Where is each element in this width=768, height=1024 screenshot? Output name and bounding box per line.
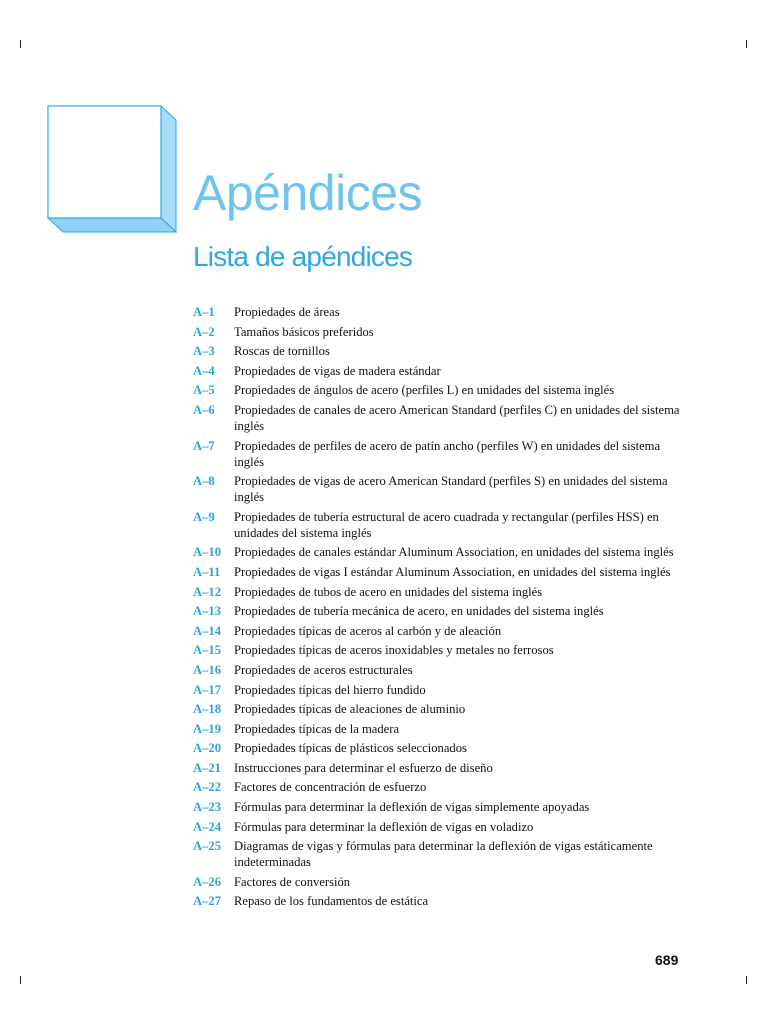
appendix-title: Propiedades típicas del hierro fundido bbox=[234, 682, 426, 697]
page-number: 689 bbox=[655, 952, 679, 968]
appendix-code: A–5 bbox=[193, 383, 215, 398]
crop-mark-bottom-left bbox=[20, 976, 21, 984]
appendix-code: A–19 bbox=[193, 721, 221, 736]
appendix-item bbox=[193, 874, 683, 890]
appendix-item bbox=[193, 760, 683, 776]
appendix-item bbox=[193, 473, 683, 505]
appendix-item bbox=[193, 799, 683, 815]
appendix-code: A–20 bbox=[193, 741, 221, 756]
appendix-code: A–26 bbox=[193, 874, 221, 889]
appendix-title: Diagramas de vigas y fórmulas para determinar la deflexión de vigas estáticamente indeterminadas bbox=[234, 839, 653, 870]
appendix-item bbox=[193, 438, 683, 470]
appendix-title: Propiedades típicas de aceros inoxidables y metales no ferrosos bbox=[234, 643, 554, 658]
appendix-item bbox=[193, 721, 683, 737]
crop-mark-top-right bbox=[746, 40, 747, 48]
appendix-code: A–18 bbox=[193, 702, 221, 717]
appendix-item bbox=[193, 509, 683, 541]
appendix-code: A–11 bbox=[193, 564, 221, 579]
appendix-title: Propiedades de vigas de madera estándar bbox=[234, 363, 441, 378]
appendix-title: Propiedades de tubos de acero en unidades del sistema inglés bbox=[234, 584, 543, 599]
appendix-item bbox=[193, 779, 683, 795]
appendix-title: Propiedades de vigas de acero American Standard (perfiles S) en unidades del sistema inglés bbox=[234, 474, 668, 505]
appendix-code: A–16 bbox=[193, 662, 221, 677]
appendix-item bbox=[193, 584, 683, 600]
appendix-title: Fórmulas para determinar la deflexión de vigas simplemente apoyadas bbox=[234, 800, 590, 815]
appendix-code: A–6 bbox=[193, 402, 215, 417]
appendix-code: A–27 bbox=[193, 894, 221, 909]
appendix-title: Propiedades típicas de plásticos seleccionados bbox=[234, 741, 467, 756]
page-title: Apéndices bbox=[193, 165, 422, 221]
appendix-code: A–21 bbox=[193, 760, 221, 775]
appendix-code: A–13 bbox=[193, 604, 221, 619]
appendix-title: Roscas de tornillos bbox=[234, 344, 330, 359]
appendix-item bbox=[193, 893, 683, 909]
appendix-title: Factores de conversión bbox=[234, 874, 351, 889]
appendix-code: A–8 bbox=[193, 474, 215, 489]
appendix-list bbox=[193, 304, 683, 913]
appendix-title: Propiedades típicas de aceros al carbón y de aleación bbox=[234, 623, 502, 638]
appendix-item bbox=[193, 304, 683, 320]
appendix-item bbox=[193, 682, 683, 698]
appendix-title: Propiedades de tubería mecánica de acero, en unidades del sistema inglés bbox=[234, 604, 604, 619]
crop-mark-bottom-right bbox=[746, 976, 747, 984]
appendix-item bbox=[193, 544, 683, 560]
appendix-code: A–25 bbox=[193, 839, 221, 854]
appendix-code: A–10 bbox=[193, 545, 221, 560]
appendix-title: Propiedades de ángulos de acero (perfiles L) en unidades del sistema inglés bbox=[234, 383, 615, 398]
appendix-item bbox=[193, 603, 683, 619]
appendix-code: A–4 bbox=[193, 363, 215, 378]
appendix-code: A–9 bbox=[193, 509, 215, 524]
appendix-code: A–7 bbox=[193, 438, 215, 453]
appendix-item bbox=[193, 623, 683, 639]
appendix-item bbox=[193, 740, 683, 756]
appendix-title: Propiedades de aceros estructurales bbox=[234, 662, 413, 677]
appendix-item bbox=[193, 564, 683, 580]
appendix-item bbox=[193, 838, 683, 870]
appendix-code: A–15 bbox=[193, 643, 221, 658]
appendix-item bbox=[193, 324, 683, 340]
appendix-title: Propiedades típicas de la madera bbox=[234, 721, 400, 736]
appendix-title: Propiedades típicas de aleaciones de aluminio bbox=[234, 702, 466, 717]
cube-decoration-icon bbox=[47, 105, 177, 233]
appendix-title: Tamaños básicos preferidos bbox=[234, 324, 374, 339]
appendix-item bbox=[193, 363, 683, 379]
appendix-code: A–23 bbox=[193, 800, 221, 815]
appendix-item bbox=[193, 402, 683, 434]
appendix-title: Propiedades de tubería estructural de acero cuadrada y rectangular (perfiles HSS) en unidades del sistema inglés bbox=[234, 509, 659, 540]
appendix-code: A–2 bbox=[193, 324, 215, 339]
appendix-code: A–22 bbox=[193, 780, 221, 795]
appendix-title: Factores de concentración de esfuerzo bbox=[234, 780, 427, 795]
appendix-title: Repaso de los fundamentos de estática bbox=[234, 894, 429, 909]
appendix-item bbox=[193, 642, 683, 658]
appendix-code: A–12 bbox=[193, 584, 221, 599]
appendix-item bbox=[193, 662, 683, 678]
appendix-item bbox=[193, 343, 683, 359]
appendix-code: A–1 bbox=[193, 305, 215, 319]
page-subtitle: Lista de apéndices bbox=[193, 241, 413, 272]
appendix-code: A–3 bbox=[193, 344, 215, 359]
appendix-code: A–17 bbox=[193, 682, 221, 697]
appendix-item bbox=[193, 382, 683, 398]
appendix-item bbox=[193, 819, 683, 835]
appendix-item bbox=[193, 701, 683, 717]
appendix-title: Propiedades de perfiles de acero de patín ancho (perfiles W) en unidades del sistema inglés bbox=[234, 438, 661, 469]
appendix-title: Propiedades de áreas bbox=[234, 305, 340, 319]
appendix-title: Fórmulas para determinar la deflexión de vigas en voladizo bbox=[234, 819, 534, 834]
appendix-code: A–14 bbox=[193, 623, 221, 638]
appendix-title: Propiedades de canales de acero American Standard (perfiles C) en unidades del sistema inglés bbox=[234, 402, 680, 433]
crop-mark-top-left bbox=[20, 40, 21, 48]
appendix-title: Propiedades de canales estándar Aluminum Association, en unidades del sistema inglés bbox=[234, 545, 674, 560]
appendix-code: A–24 bbox=[193, 819, 221, 834]
appendix-title: Instrucciones para determinar el esfuerzo de diseño bbox=[234, 760, 493, 775]
appendix-title: Propiedades de vigas I estándar Aluminum Association, en unidades del sistema inglés bbox=[234, 564, 671, 579]
